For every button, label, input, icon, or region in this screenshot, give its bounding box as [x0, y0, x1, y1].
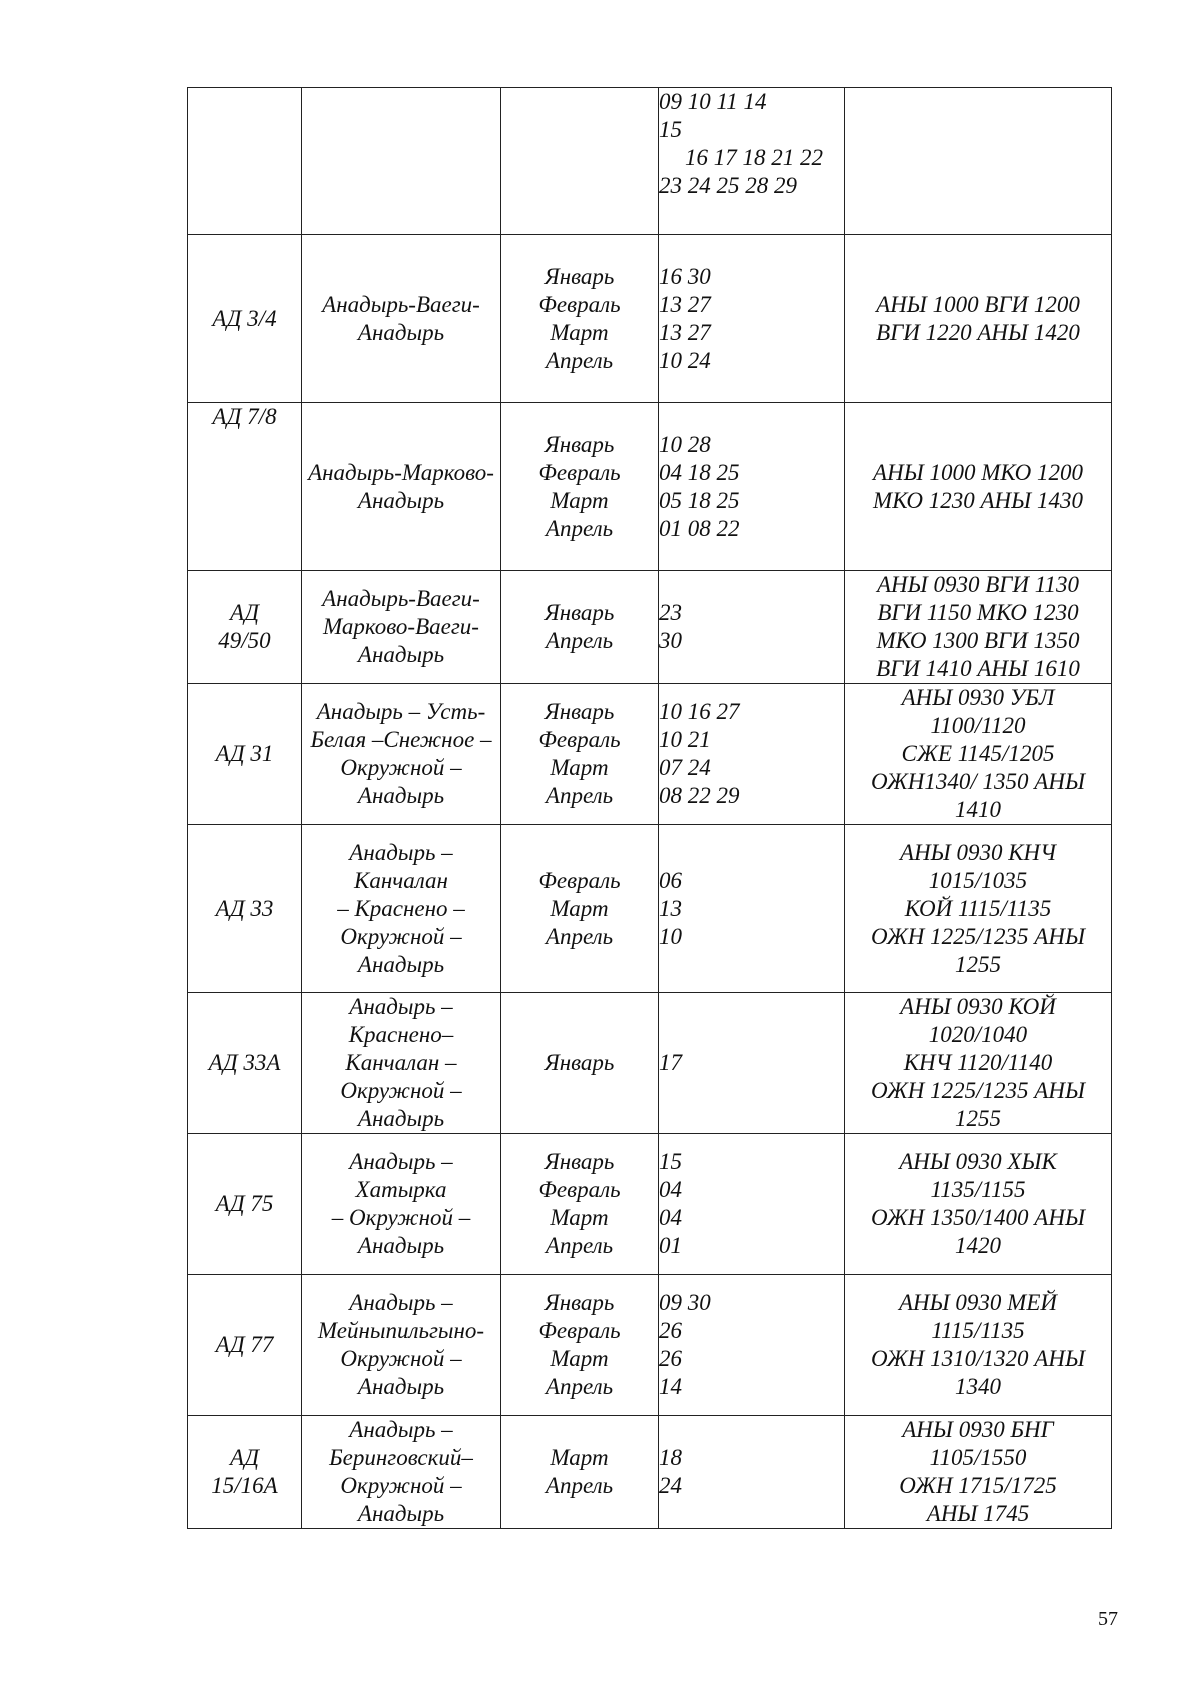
route-line: Краснено–: [348, 1022, 454, 1047]
timetable-line: АНЫ 0930 ВГИ 1130: [876, 572, 1079, 597]
route-line: Анадырь –: [349, 1290, 453, 1315]
timetable-line: 1100/1120: [930, 713, 1026, 738]
month-line: Апрель: [545, 347, 614, 373]
route-line: Анадырь-Ваеги-: [322, 586, 480, 611]
timetable-line: 1420: [955, 1233, 1001, 1258]
timetable-line: 1255: [955, 1106, 1001, 1131]
timetable-line: ВГИ 1410 АНЫ 1610: [876, 656, 1080, 681]
route-cell: [302, 684, 501, 825]
timetable-line: КОЙ 1115/1135: [904, 895, 1052, 921]
month-line: Апрель: [545, 1233, 614, 1258]
dates-cell: [659, 403, 845, 571]
dates-line: 23: [659, 600, 682, 625]
flight-code-cell: [188, 235, 302, 403]
flight-code-line: АД 77: [215, 1332, 274, 1357]
route-line: Окружной –: [340, 1346, 462, 1371]
timetable-line: 1020/1040: [928, 1022, 1028, 1047]
dates-line: 17: [659, 1050, 682, 1075]
dates-line: 08 22 29: [659, 783, 740, 808]
timetable-line: 1115/1135: [931, 1318, 1025, 1343]
route-line: Хатырка: [355, 1177, 447, 1202]
month-line: Февраль: [538, 291, 621, 317]
timetable-line: ОЖН 1225/1235 АНЫ: [870, 923, 1086, 949]
month-line: Январь: [544, 699, 615, 724]
dates-cell: [659, 571, 845, 684]
timetable-line: АНЫ 0930 КНЧ: [900, 839, 1056, 865]
timetable-line: ОЖН 1715/1725: [899, 1473, 1057, 1498]
flight-code-cell: [188, 825, 302, 993]
month-line: Январь: [544, 1050, 615, 1075]
month-line: Февраль: [538, 1318, 621, 1343]
timetable-line: 1105/1550: [929, 1445, 1027, 1470]
month-line: Март: [550, 319, 609, 345]
months-cell: [501, 684, 659, 825]
dates-line: 06: [659, 867, 682, 893]
route-line: Анадырь-Марково-: [308, 459, 494, 485]
month-line: Апрель: [545, 628, 614, 653]
dates-line: 26: [659, 1346, 682, 1371]
route-line: Анадырь –: [349, 1149, 453, 1174]
route-cell: [302, 1275, 501, 1416]
dates-line: 30: [659, 628, 682, 653]
table-row: [188, 993, 1112, 1134]
months-cell: [501, 88, 659, 235]
dates-cell: [659, 1416, 845, 1529]
dates-cell: [659, 825, 845, 993]
month-line: Апрель: [545, 923, 614, 949]
months-cell: [501, 571, 659, 684]
months-cell: [501, 1134, 659, 1275]
dates-line: 07 24: [659, 755, 711, 780]
month-line: Март: [550, 1445, 609, 1470]
dates-line: 14: [659, 1374, 682, 1399]
month-line: Апрель: [545, 515, 614, 541]
table-row: [188, 571, 1112, 684]
dates-line: 15: [659, 1149, 682, 1174]
dates-cell: [659, 88, 845, 235]
month-line: Март: [550, 1346, 609, 1371]
table-row: [188, 235, 1112, 403]
route-line: Анадырь: [357, 783, 445, 808]
timetable-line: ОЖН 1350/1400 АНЫ: [870, 1205, 1086, 1230]
route-line: Анадырь –: [349, 839, 453, 865]
timetable-line: АНЫ 0930 УБЛ: [901, 685, 1055, 710]
month-line: Февраль: [538, 459, 621, 485]
timetable-cell: [845, 684, 1112, 825]
month-line: Январь: [544, 431, 615, 457]
timetable-cell: [845, 235, 1112, 403]
dates-line: 01 08 22: [659, 515, 740, 541]
route-line: Окружной –: [340, 1473, 462, 1498]
timetable-cell: [845, 1275, 1112, 1416]
dates-cell: [659, 235, 845, 403]
month-line: Январь: [544, 600, 615, 625]
months-cell: [501, 403, 659, 571]
dates-line: 13: [659, 895, 682, 921]
table-row: [188, 1416, 1112, 1529]
timetable-cell: [845, 993, 1112, 1134]
route-cell: [302, 825, 501, 993]
timetable-line: МКО 1230 АНЫ 1430: [873, 487, 1083, 513]
timetable-line: 1410: [955, 797, 1001, 822]
month-line: Март: [550, 487, 609, 513]
months-cell: [501, 993, 659, 1134]
dates-line: 18: [659, 1445, 682, 1470]
dates-line: 16 17 18 21 22: [685, 145, 823, 170]
timetable-cell: [845, 1416, 1112, 1529]
dates-line: 05 18 25: [659, 487, 740, 513]
dates-line: 01: [659, 1233, 682, 1258]
flight-code-cell: [188, 1275, 302, 1416]
flight-code-line: АД: [229, 1445, 259, 1470]
dates-line: 04: [659, 1177, 682, 1202]
route-cell: [302, 403, 501, 571]
dates-line: 10 16 27: [659, 699, 740, 724]
route-line: Анадырь: [357, 642, 445, 667]
route-line: Анадырь: [357, 1501, 445, 1526]
schedule-body: [188, 88, 1112, 1529]
dates-line: 15: [659, 117, 682, 142]
month-line: Апрель: [545, 1374, 614, 1399]
table-row: [188, 684, 1112, 825]
dates-line: 13 27: [659, 319, 711, 345]
flight-code-cell: [188, 1134, 302, 1275]
flight-code-line: АД: [229, 600, 259, 625]
route-line: Окружной –: [340, 755, 462, 780]
month-line: Апрель: [545, 783, 614, 808]
route-line: Марково-Ваеги-: [323, 614, 479, 639]
month-line: Март: [550, 895, 609, 921]
flight-code-cell: [188, 1416, 302, 1529]
months-cell: [501, 235, 659, 403]
month-line: Апрель: [545, 1473, 614, 1498]
timetable-line: МКО 1300 ВГИ 1350: [876, 628, 1080, 653]
route-line: Канчалан: [354, 867, 448, 893]
months-cell: [501, 1416, 659, 1529]
timetable-line: ОЖН 1310/1320 АНЫ: [870, 1346, 1086, 1371]
dates-cell: [659, 684, 845, 825]
months-cell: [501, 1275, 659, 1416]
flight-code-cell: [188, 993, 302, 1134]
month-line: Январь: [544, 1149, 615, 1174]
dates-line: 04: [659, 1205, 682, 1230]
timetable-line: ОЖН1340/ 1350 АНЫ: [870, 769, 1086, 794]
timetable-cell: [845, 1134, 1112, 1275]
flight-code-line: АД 31: [215, 741, 274, 766]
route-cell: [302, 1134, 501, 1275]
table-row: [188, 1275, 1112, 1416]
route-cell: [302, 235, 501, 403]
timetable-line: АНЫ 1000 МКО 1200: [873, 459, 1083, 485]
table-row: [188, 825, 1112, 993]
route-cell: [302, 88, 501, 235]
timetable-cell: [845, 403, 1112, 571]
flight-code-line: 49/50: [218, 628, 271, 653]
timetable-line: ОЖН 1225/1235 АНЫ: [870, 1078, 1086, 1103]
timetable-line: 1255: [955, 951, 1001, 977]
dates-line: 23 24 25 28 29: [659, 173, 797, 198]
dates-line: 09 10 11 14: [659, 89, 767, 114]
timetable-line: КНЧ 1120/1140: [903, 1050, 1053, 1075]
dates-line: 09 30: [659, 1290, 711, 1315]
timetable-line: 1340: [955, 1374, 1001, 1399]
route-line: Окружной –: [340, 1078, 462, 1103]
timetable-line: АНЫ 0930 МЕЙ: [898, 1290, 1058, 1315]
timetable-line: АНЫ 0930 КОЙ: [900, 994, 1056, 1019]
dates-cell: [659, 1275, 845, 1416]
dates-cell: [659, 993, 845, 1134]
route-line: – Окружной –: [331, 1205, 471, 1230]
timetable-line: 1015/1035: [928, 867, 1028, 893]
dates-line: 10 21: [659, 727, 711, 752]
route-line: Анадырь-Ваеги-: [322, 291, 480, 317]
route-line: Анадырь: [357, 1106, 445, 1131]
timetable-line: АНЫ 0930 БНГ: [902, 1417, 1054, 1442]
flight-code-cell: [188, 684, 302, 825]
months-cell: [501, 825, 659, 993]
route-line: Мейныпильгыно-: [317, 1318, 485, 1343]
flight-code-line: 15/16А: [211, 1473, 278, 1498]
route-line: Анадырь: [357, 1374, 445, 1399]
route-cell: [302, 1416, 501, 1529]
timetable-line: АНЫ 0930 ХЫК: [899, 1149, 1057, 1174]
flight-code-cell: [188, 88, 302, 235]
route-cell: [302, 993, 501, 1134]
dates-line: 10: [659, 923, 682, 949]
dates-line: 16 30: [659, 263, 711, 289]
month-line: Февраль: [538, 1177, 621, 1202]
timetable-line: 1135/1155: [930, 1177, 1026, 1202]
dates-line: 13 27: [659, 291, 711, 317]
route-line: Окружной –: [340, 923, 462, 949]
timetable-line: ВГИ 1150 МКО 1230: [877, 600, 1079, 625]
dates-cell: [659, 1134, 845, 1275]
route-line: Анадырь –: [349, 994, 453, 1019]
flight-code-cell: [188, 403, 302, 571]
route-line: Беринговский–: [329, 1445, 473, 1470]
route-line: Канчалан –: [345, 1050, 457, 1075]
flight-code-line: АД 33: [215, 895, 274, 921]
route-line: Анадырь – Усть-: [316, 699, 486, 724]
table-row: [188, 88, 1112, 235]
timetable-cell: [845, 825, 1112, 993]
month-line: Февраль: [538, 727, 621, 752]
table-row: [188, 1134, 1112, 1275]
dates-line: 04 18 25: [659, 459, 740, 485]
month-line: Январь: [544, 263, 615, 289]
page-number: 57: [1098, 1608, 1118, 1630]
timetable-cell: [845, 571, 1112, 684]
flight-code-line: АД 7/8: [212, 404, 277, 429]
route-line: Анадырь: [357, 951, 445, 977]
route-line: Белая –Снежное –: [310, 727, 492, 752]
dates-line: 10 28: [659, 431, 711, 457]
timetable-line: ВГИ 1220 АНЫ 1420: [876, 319, 1080, 345]
flight-code-line: АД 3/4: [212, 305, 277, 331]
month-line: Январь: [544, 1290, 615, 1315]
dates-line: 24: [659, 1473, 682, 1498]
timetable-line: СЖЕ 1145/1205: [901, 741, 1055, 766]
month-line: Март: [550, 1205, 609, 1230]
flight-code-line: АД 33А: [208, 1050, 281, 1075]
route-cell: [302, 571, 501, 684]
timetable-cell: [845, 88, 1112, 235]
flight-code-line: АД 75: [215, 1191, 274, 1216]
dates-line: 10 24: [659, 347, 711, 373]
month-line: Февраль: [538, 867, 621, 893]
month-line: Март: [550, 755, 609, 780]
route-line: – Краснено –: [337, 895, 465, 921]
route-line: Анадырь: [357, 319, 445, 345]
timetable-line: АНЫ 1745: [926, 1501, 1030, 1526]
flight-schedule-table: [187, 87, 1112, 1529]
flight-code-cell: [188, 571, 302, 684]
dates-line: 26: [659, 1318, 682, 1343]
route-line: Анадырь: [357, 487, 445, 513]
route-line: Анадырь: [357, 1233, 445, 1258]
table-row: [188, 403, 1112, 571]
timetable-line: АНЫ 1000 ВГИ 1200: [876, 291, 1080, 317]
route-line: Анадырь –: [349, 1417, 453, 1442]
